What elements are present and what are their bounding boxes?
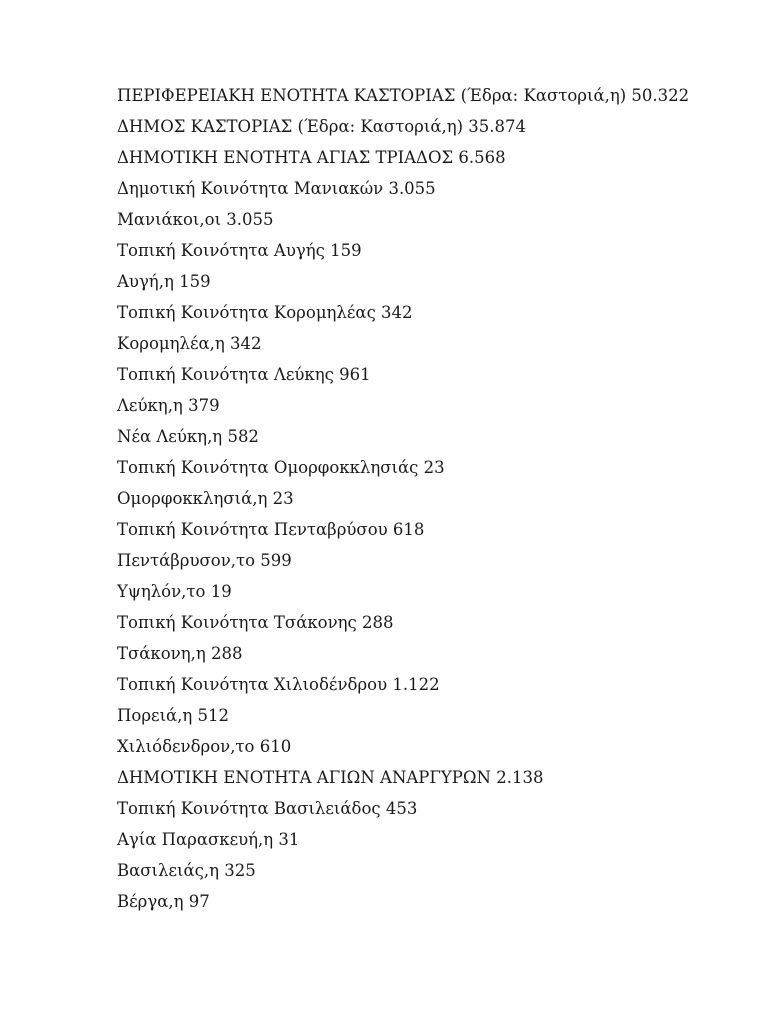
document-line: Ομορφοκκλησιά,η 23 — [117, 489, 294, 508]
document-line: ΔΗΜΟΤΙΚΗ ΕΝΟΤΗΤΑ ΑΓΙΩΝ ΑΝΑΡΓΥΡΩΝ 2.138 — [117, 768, 544, 787]
document-line: Χιλιόδενδρον,το 610 — [117, 737, 292, 756]
document-line: Υψηλόν,το 19 — [117, 582, 232, 601]
document-line: Νέα Λεύκη,η 582 — [117, 427, 259, 446]
document-line: Τοπική Κοινότητα Τσάκονης 288 — [117, 613, 394, 632]
document-line: Αυγή,η 159 — [117, 272, 211, 291]
document-line: Αγία Παρασκευή,η 31 — [117, 830, 300, 849]
document-line: Δημοτική Κοινότητα Μανιακών 3.055 — [117, 179, 436, 198]
document-line: ΔΗΜΟΤΙΚΗ ΕΝΟΤΗΤΑ ΑΓΙΑΣ ΤΡΙΑΔΟΣ 6.568 — [117, 148, 506, 167]
document-line: ΠΕΡΙΦΕΡΕΙΑΚΗ ΕΝΟΤΗΤΑ ΚΑΣΤΟΡΙΑΣ (Έδρα: Καστοριά,η) 50.322 — [117, 86, 690, 105]
document-line: Τοπική Κοινότητα Λεύκης 961 — [117, 365, 371, 384]
document-line: Τσάκονη,η 288 — [117, 644, 243, 663]
document-line: Βασιλειάς,η 325 — [117, 861, 256, 880]
document-line: Τοπική Κοινότητα Αυγής 159 — [117, 241, 362, 260]
document-line: Τοπική Κοινότητα Χιλιοδένδρου 1.122 — [117, 675, 440, 694]
document-line: Βέργα,η 97 — [117, 892, 210, 911]
document-line: Τοπική Κοινότητα Βασιλειάδος 453 — [117, 799, 418, 818]
document-line: Πορειά,η 512 — [117, 706, 230, 725]
document-line: Λεύκη,η 379 — [117, 396, 220, 415]
document-line: Τοπική Κοινότητα Πενταβρύσου 618 — [117, 520, 425, 539]
document-line: Κορομηλέα,η 342 — [117, 334, 262, 353]
document-line: Πεντάβρυσον,το 599 — [117, 551, 292, 570]
document-line: Μανιάκοι,οι 3.055 — [117, 210, 274, 229]
document-line: Τοπική Κοινότητα Ομορφοκκλησιάς 23 — [117, 458, 445, 477]
document-line: Τοπική Κοινότητα Κορομηλέας 342 — [117, 303, 413, 322]
document-line: ΔΗΜΟΣ ΚΑΣΤΟΡΙΑΣ (Έδρα: Καστοριά,η) 35.874 — [117, 117, 527, 136]
document-lines — [117, 85, 717, 922]
